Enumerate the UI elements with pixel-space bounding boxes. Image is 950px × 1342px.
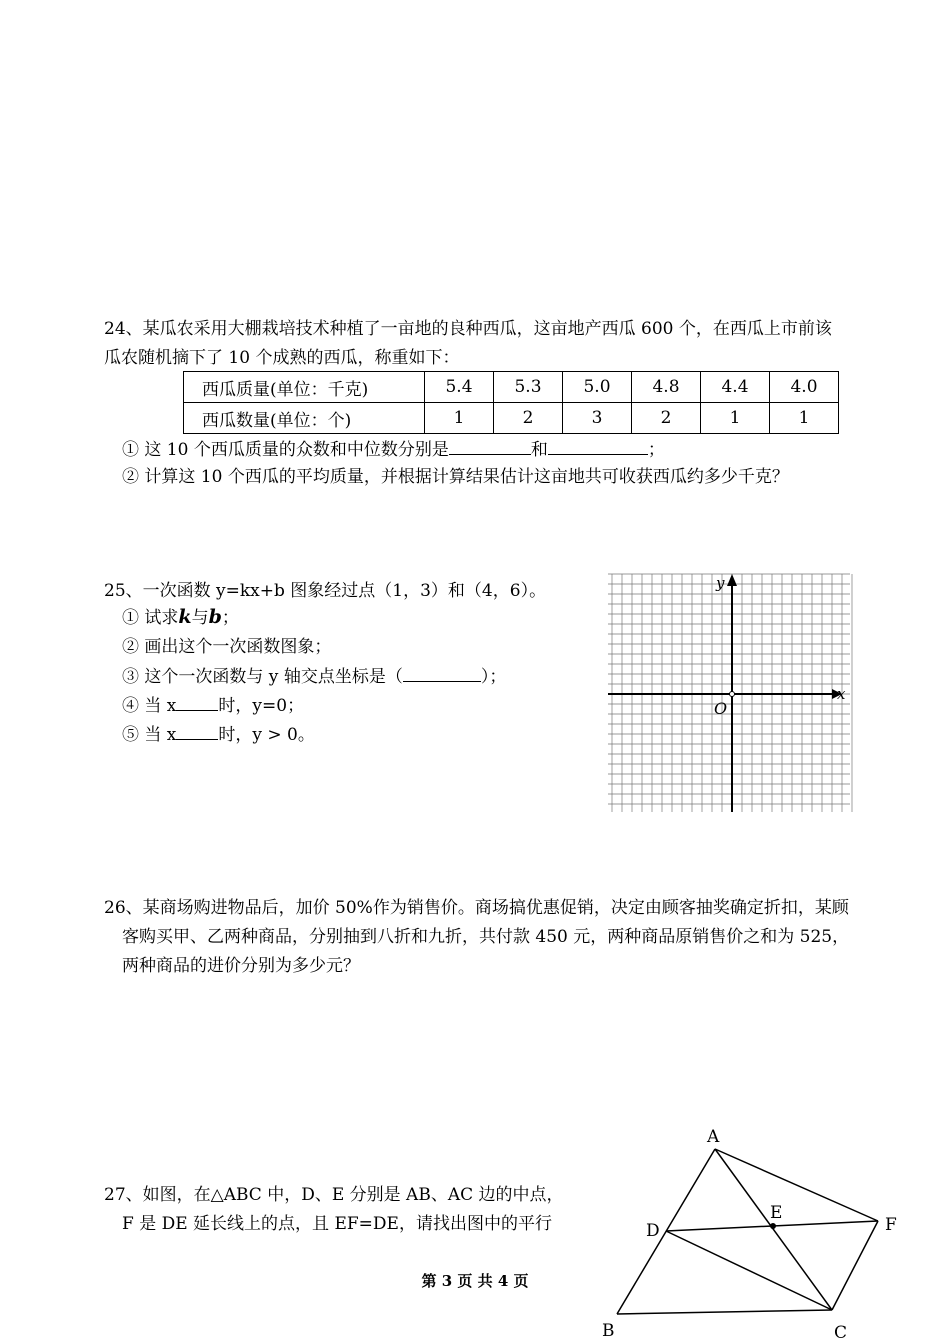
segment-bc [617, 1310, 832, 1314]
mass-cell: 5.0 [563, 372, 632, 403]
point-e [770, 1223, 776, 1229]
table-row [184, 403, 839, 434]
answer-blank[interactable] [449, 438, 531, 455]
q24-sub1 [122, 438, 665, 461]
q24-sub2: ② 计算这 10 个西瓜的平均质量，并根据计算结果估计这亩地共可收获西瓜约多少千克？ [122, 467, 789, 487]
q24-sub1-and: 和 [530, 440, 548, 460]
count-cell: 2 [632, 403, 701, 434]
table-row-label: 西瓜质量(单位：千克) [184, 372, 425, 403]
q25-line1: 25、一次函数 y=kx+b 图象经过点（1，3）和（4，6）。 [104, 581, 547, 601]
table-row-label: 西瓜数量(单位：个) [184, 403, 425, 434]
answer-blank[interactable] [548, 438, 648, 455]
var-b: b [208, 606, 222, 628]
q24-line2: 瓜农随机摘下了 10 个成熟的西瓜，称重如下： [104, 348, 460, 368]
q25-sub1-mid: 与 [191, 608, 209, 628]
x-axis-label: x [837, 685, 846, 703]
label-e: E [770, 1203, 783, 1223]
y-arrow-icon [727, 574, 737, 586]
count-cell: 2 [494, 403, 563, 434]
q25-sub3-end: ）； [480, 667, 507, 687]
count-cell: 1 [425, 403, 494, 434]
q26-line3: 两种商品的进价分别为多少元？ [122, 956, 360, 976]
q25-sub4-text: ④ 当 x [122, 696, 177, 716]
q27-line2: F 是 DE 延长线上的点，且 EF=DE，请找出图中的平行 [122, 1214, 552, 1234]
page-footer: 第 3 页 共 4 页 [421, 1272, 529, 1290]
q25-sub5-end: 时，y > 0。 [218, 725, 315, 745]
count-cell: 1 [701, 403, 770, 434]
coordinate-grid[interactable] [608, 574, 850, 812]
segment-fc [832, 1221, 878, 1310]
answer-blank[interactable] [176, 694, 218, 711]
label-a: A [707, 1127, 720, 1147]
q25-sub4 [122, 694, 304, 717]
answer-blank[interactable] [176, 723, 218, 740]
q27-line1: 27、如图，在△ABC 中，D、E 分别是 AB、AC 边的中点， [104, 1185, 564, 1205]
q25-sub3 [122, 665, 506, 688]
q25-sub2: ② 画出这个一次函数图象； [122, 637, 332, 657]
mass-cell: 5.3 [494, 372, 563, 403]
q25-sub3-text: ③ 这个一次函数与 y 轴交点坐标是（ [122, 667, 403, 687]
count-cell: 3 [563, 403, 632, 434]
count-cell: 1 [770, 403, 839, 434]
mass-cell: 4.4 [701, 372, 770, 403]
table-row [184, 372, 839, 403]
q24-line1: 24、某瓜农采用大棚栽培技术种植了一亩地的良种西瓜，这亩地产西瓜 600 个，在西瓜上市前该 [104, 319, 832, 339]
answer-blank[interactable] [403, 665, 481, 682]
mass-cell: 4.0 [770, 372, 839, 403]
q25-sub1-end: ； [221, 608, 239, 628]
q24-sub1-text: ① 这 10 个西瓜质量的众数和中位数分别是 [122, 440, 449, 460]
q25-sub5 [122, 723, 315, 746]
label-b: B [602, 1321, 615, 1341]
y-axis-label: y [716, 574, 725, 592]
origin-label: O [714, 699, 728, 718]
label-f: F [885, 1215, 897, 1235]
q25-sub5-text: ⑤ 当 x [122, 725, 177, 745]
watermelon-table [183, 371, 839, 434]
triangle-figure [596, 1124, 916, 1342]
segment-af [715, 1149, 878, 1221]
mass-cell: 4.8 [632, 372, 701, 403]
label-d: D [646, 1221, 660, 1241]
origin-point [730, 692, 735, 697]
q24-sub1-end: ； [647, 440, 665, 460]
q26-line2: 客购买甲、乙两种商品，分别抽到八折和九折，共付款 450 元，两种商品原销售价之和为 525， [122, 927, 850, 947]
q25-sub4-end: 时，y=0； [218, 696, 305, 716]
q25-sub1-text: ① 试求 [122, 608, 179, 628]
q25-sub1 [122, 606, 239, 629]
var-k: k [178, 606, 192, 628]
q26-line1: 26、某商场购进物品后，加价 50%作为销售价。商场搞优惠促销，决定由顾客抽奖确定折扣，某顾 [104, 898, 849, 918]
label-c: C [834, 1323, 848, 1342]
mass-cell: 5.4 [425, 372, 494, 403]
